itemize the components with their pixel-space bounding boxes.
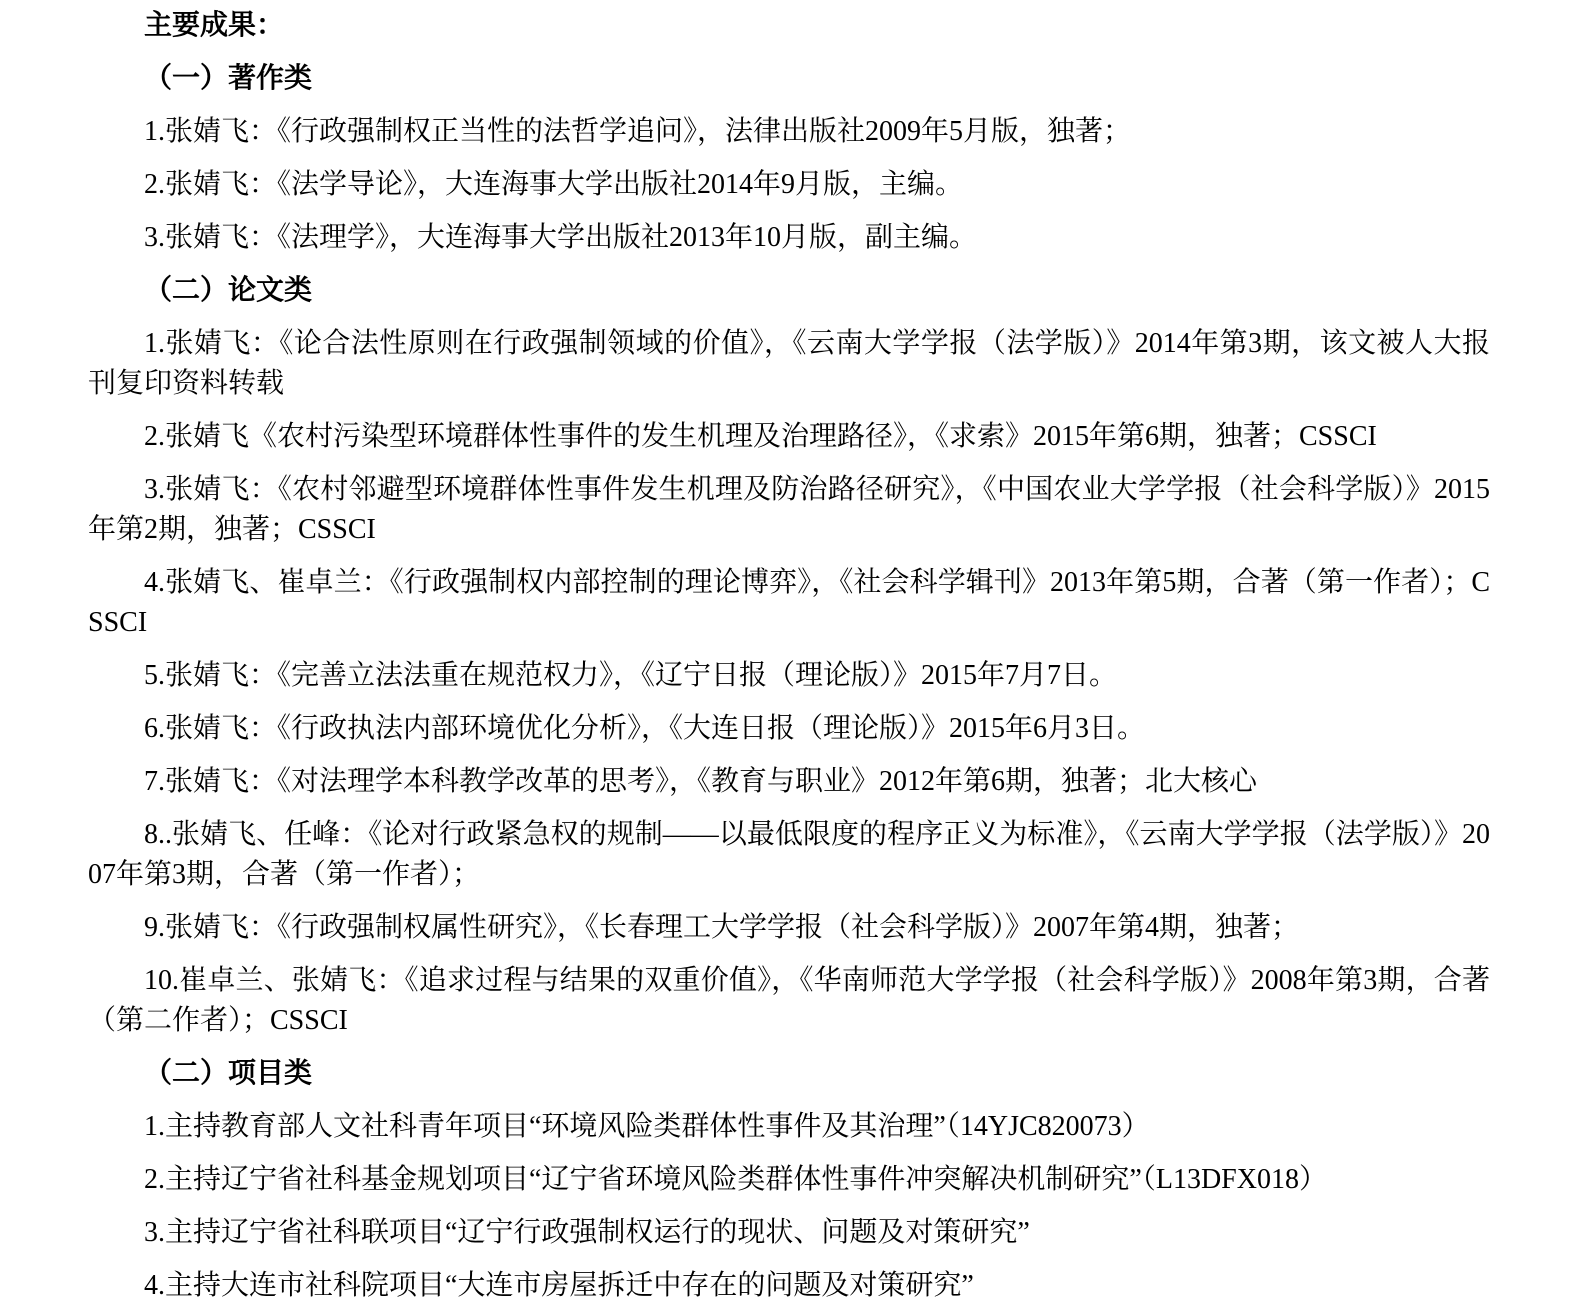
paper-item: 10.崔卓兰、张婧飞：《追求过程与结果的双重价值》，《华南师范大学学报（社会科学版）》2008年第3期，合著（第二作者）；CSSCI <box>88 965 1490 1036</box>
paper-item: 2.张婧飞《农村污染型环境群体性事件的发生机理及治理路径》，《求索》2015年第6期，独著；CSSCI <box>144 421 1377 452</box>
project-item: 2.主持辽宁省社科基金规划项目“辽宁省环境风险类群体性事件冲突解决机制研究”（L13DFX018） <box>144 1164 1327 1195</box>
doc-heading: 主要成果： <box>144 10 285 41</box>
project-item: 4.主持大连市社科院项目“大连市房屋拆迁中存在的问题及对策研究” <box>144 1270 974 1301</box>
paper-item: 5.张婧飞：《完善立法法重在规范权力》，《辽宁日报（理论版）》2015年7月7日。 <box>144 660 1118 691</box>
paper-item: 1.张婧飞：《论合法性原则在行政强制领域的价值》，《云南大学学报（法学版）》2014年第3期，该文被人大报刊复印资料转载 <box>88 328 1490 399</box>
paper-item: 6.张婧飞：《行政执法内部环境优化分析》，《大连日报（理论版）》2015年6月3日。 <box>144 713 1146 744</box>
project-item: 3.主持辽宁省社科联项目“辽宁行政强制权运行的现状、问题及对策研究” <box>144 1217 1030 1248</box>
paper-item: 8..张婧飞、任峰：《论对行政紧急权的规制——以最低限度的程序正义为标准》，《云南大学学报（法学版）》2007年第3期，合著（第一作者）； <box>88 819 1490 890</box>
paper-item: 4.张婧飞、崔卓兰：《行政强制权内部控制的理论博弈》，《社会科学辑刊》2013年第5期，合著（第一作者）；CSSCI <box>88 567 1490 638</box>
paper-item: 7.张婧飞：《对法理学本科教学改革的思考》，《教育与职业》2012年第6期，独著；北大核心 <box>144 766 1258 797</box>
book-item: 1.张婧飞：《行政强制权正当性的法哲学追问》，法律出版社2009年5月版，独著； <box>144 116 1132 147</box>
section-title-books: （一）著作类 <box>144 63 313 94</box>
book-item: 2.张婧飞：《法学导论》，大连海事大学出版社2014年9月版，主编。 <box>144 169 964 200</box>
book-item: 3.张婧飞：《法理学》，大连海事大学出版社2013年10月版，副主编。 <box>144 222 978 253</box>
paper-item: 3.张婧飞：《农村邻避型环境群体性事件发生机理及防治路径研究》，《中国农业大学学报（社会科学版）》2015年第2期，独著；CSSCI <box>88 474 1490 545</box>
section-title-projects: （二）项目类 <box>144 1058 313 1089</box>
section-title-papers: （二）论文类 <box>144 275 313 306</box>
project-item: 1.主持教育部人文社科青年项目“环境风险类群体性事件及其治理”（14YJC820073） <box>144 1111 1150 1142</box>
paper-item: 9.张婧飞：《行政强制权属性研究》，《长春理工大学学报（社会科学版）》2007年第4期，独著； <box>144 912 1300 943</box>
